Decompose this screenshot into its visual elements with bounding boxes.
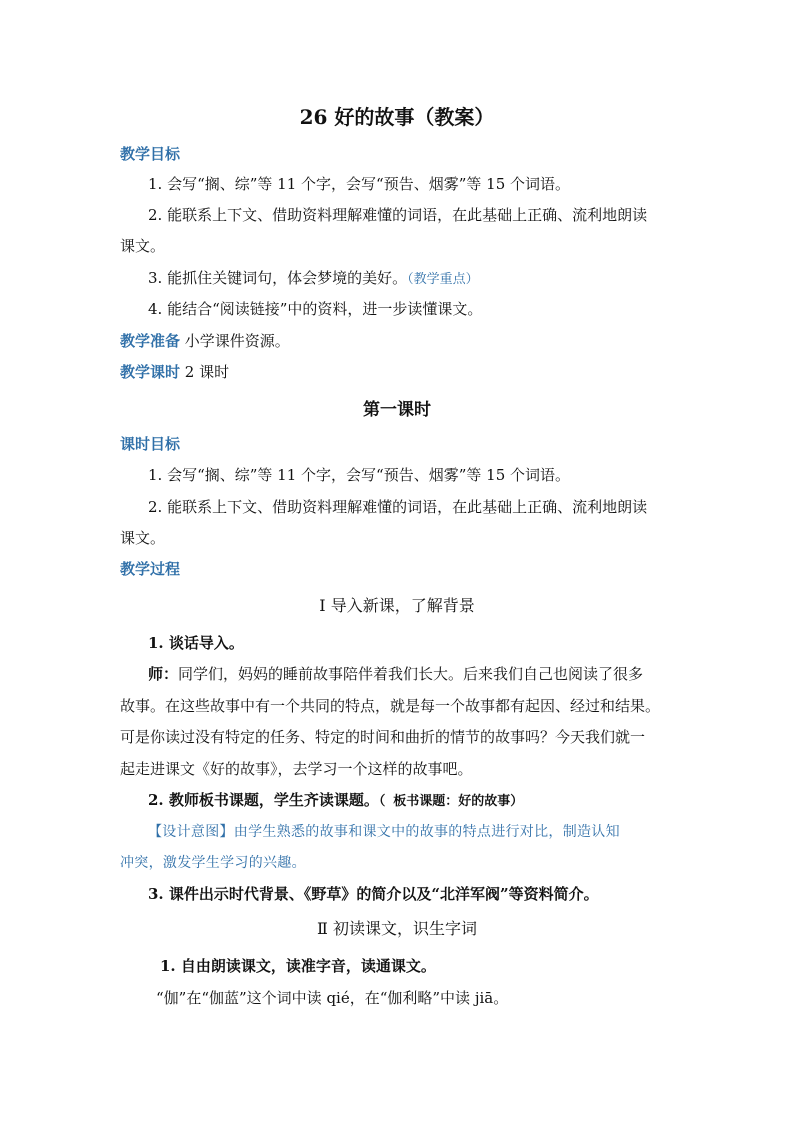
teaching-prep [120,331,680,351]
goal-item-2: 2. 能联系上下文、借助资料理解难懂的词语，在此基础上正确、流利地朗读 [148,206,648,224]
teaching-hours-label: 教学课时 [120,363,181,381]
teacher-label: 师： [148,665,179,683]
part-2-step-1: 1. 自由朗读课文，读准字音，读通课文。 [160,957,436,975]
lesson-goals-heading: 课时目标 [120,435,181,453]
lesson-goal-1: 1. 会写“搁、综”等 11 个字，会写“预告、烟雾”等 15 个词语。 [148,466,571,484]
teacher-text-1: 同学们，妈妈的睡前故事陪伴着我们长大。后来我们自己也阅读了很多 [178,665,644,683]
part-1-heading: Ⅰ 导入新课，了解背景 [319,596,475,615]
teaching-process-heading: 教学过程 [120,560,181,578]
pronunciation-note: “伽”在“伽蓝”这个词中读 qié，在“伽利略”中读 jiā。 [156,989,509,1007]
teaching-hours-text: 2 课时 [184,363,230,381]
teaching-prep-text: 小学课件资源。 [184,332,290,350]
part-1-step-3: 3. 课件出示时代背景、《野草》的简介以及“北洋军阀”等资料简介。 [148,885,599,903]
goal-item-3-text: 3. 能抓住关键词句，体会梦境的美好。 [148,269,408,287]
lesson-goal-2: 2. 能联系上下文、借助资料理解难懂的词语，在此基础上正确、流利地朗读 [148,498,648,516]
teaching-hours [120,362,680,382]
teaching-prep-label: 教学准备 [120,332,181,350]
teacher-line-1 [148,664,708,684]
goal-item-1: 1. 会写“搁、综”等 11 个字，会写“预告、烟雾”等 15 个词语。 [148,175,571,193]
document-title: 26 好的故事（教案） [299,105,495,129]
goal-item-2-cont: 课文。 [120,237,166,255]
design-intent-line-2: 冲突，激发学生学习的兴趣。 [120,855,306,871]
goal-item-3 [148,268,708,290]
part-1-step-2 [148,790,708,812]
teacher-line-2: 故事。在这些故事中有一个共同的特点，就是每一个故事都有起因、经过和结果。 [120,697,661,715]
teacher-line-4: 起走进课文《好的故事》，去学习一个这样的故事吧。 [120,760,473,778]
part-1-step-1: 1. 谈话导入。 [148,634,244,652]
teaching-goals-heading: 教学目标 [120,145,181,163]
board-note: （ 板书课题：好的故事） [378,794,524,809]
key-point-note: （教学重点） [407,272,479,287]
part-1-step-2-text: 2. 教师板书课题，学生齐读课题。 [148,791,379,809]
goal-item-4: 4. 能结合“阅读链接”中的资料，进一步读懂课文。 [148,300,483,318]
part-2-heading: Ⅱ 初读课文，识生字词 [317,919,477,938]
teacher-line-3: 可是你读过没有特定的任务、特定的时间和曲折的情节的故事吗？今天我们就一 [120,728,646,746]
design-intent-line-1: 【设计意图】由学生熟悉的故事和课文中的故事的特点进行对比，制造认知 [148,824,620,840]
lesson-1-title: 第一课时 [363,400,431,420]
lesson-goal-2-cont: 课文。 [120,529,166,547]
